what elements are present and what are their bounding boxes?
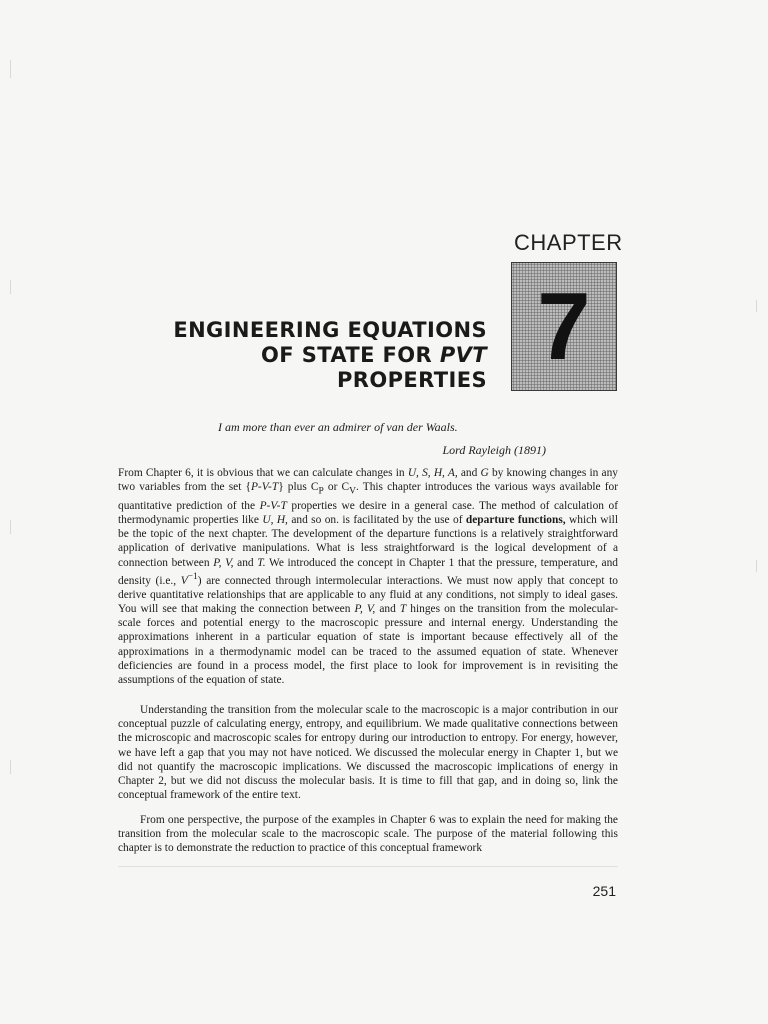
text-run: ) are connected through intermolecular interactions. We must now apply that concept to derive quantitative relationships that are applicable to any fluid at any conditions, not simply to ideal gases. You will see that making the connection between — [118, 574, 619, 615]
text-run: and — [233, 556, 258, 569]
scan-artifact — [756, 300, 757, 312]
math-variable: U, S, H, A, — [407, 467, 458, 479]
text-run: which will be the topic of the next chapter. The development of the departure functions is a relatively straightforward application of derivative manipulations. What is less straightforward is the logical development of a connection between — [118, 513, 618, 569]
epigraph-quote: I am more than ever an admirer of van der Waals. — [218, 420, 458, 434]
text-run: hinges on the transition from the molecular-scale forces and potential energy to the macroscopic pressure and internal energy. Understanding the approximations inherent in a particular equation of state is important because effectively all of the approximations in a thermodynamic model can be traced to the assumed equation of state. Whenever deficiencies are found in a process model, the first place to look for improvement is in revisiting the assumptions of the equation of state. — [118, 602, 618, 686]
chapter-number: 7 — [537, 273, 591, 380]
chapter-label: CHAPTER — [514, 230, 623, 255]
text-run: by knowing changes in any two variables from the set { — [118, 467, 618, 494]
page-number: 251 — [592, 883, 616, 899]
math-variable: T — [399, 602, 407, 615]
chapter-title-line-1: ENGINEERING EQUATIONS — [173, 318, 487, 342]
chapter-title-line-2 — [173, 343, 487, 368]
math-variable: P, V, — [354, 602, 376, 615]
scan-artifact — [756, 560, 757, 572]
text-run: and so on. is facilitated by the use of — [287, 513, 466, 526]
text-run: and — [375, 602, 400, 615]
text-run: } plus C — [278, 481, 319, 494]
scan-artifact — [10, 280, 11, 294]
scan-artifact — [10, 60, 11, 78]
footer-rule — [118, 866, 618, 867]
paragraph-1 — [118, 466, 618, 687]
scan-artifact — [10, 760, 11, 774]
chapter-title — [173, 318, 487, 393]
chapter-title-line-3: PROPERTIES — [337, 368, 487, 392]
math-subscript: V — [349, 486, 356, 497]
paragraph-3: From one perspective, the purpose of the examples in Chapter 6 was to explain the need for making the transition from the molecular scale to the macroscopic scale. The purpose of the material following this chapter is to demonstrate the reduction to practice of this conceptual framework — [118, 814, 618, 855]
text-run: From Chapter 6, it is obvious that we can calculate changes in — [118, 467, 408, 479]
math-variable: V — [180, 574, 188, 587]
text-run: properties we desire in a general case. The method of calculation of thermodynamic properties like — [118, 499, 618, 526]
text-run: . This chapter introduces the various ways available for quantitative prediction of the — [118, 481, 619, 512]
text-run: or C — [323, 481, 350, 494]
paragraph-2: Understanding the transition from the molecular scale to the macroscopic is a major contribution in our conceptual puzzle of calculating energy, entropy, and equilibrium. We made qualitative connections between the microscopic and macroscopic scales for entropy during our introduction to entropy. For energy, however, we have left a gap that you may not have noticed. We discussed the molecular energy in Chapter 1, but we did not quantify the macroscopic implications. We discussed the macroscopic implications of energy in Chapter 2, but we did not discuss the molecular basis. It is time to fill that gap, and in doing so, link the conceptual framework of the entire text. — [118, 704, 618, 802]
math-superscript: −1 — [187, 571, 198, 582]
math-variable: P-V-T — [259, 499, 287, 512]
math-variable: P-V-T — [250, 481, 279, 494]
text-run: We introduced the concept in Chapter 1 that the pressure, temperature, and density (i.e., — [118, 556, 618, 587]
scan-artifact — [10, 520, 11, 534]
math-variable: P, V, — [213, 556, 234, 569]
math-variable: G — [480, 467, 489, 479]
text-run: and — [457, 467, 481, 479]
math-subscript: P — [318, 486, 324, 497]
math-variable: U, H, — [262, 513, 288, 526]
math-variable: T. — [257, 556, 266, 569]
bold-term: departure functions, — [465, 513, 566, 526]
chapter-title-pvt: PVT — [439, 343, 487, 367]
chapter-title-line-2-prefix: OF STATE FOR — [261, 343, 440, 367]
epigraph-attribution: Lord Rayleigh (1891) — [442, 443, 546, 457]
chapter-number-box — [511, 262, 617, 391]
